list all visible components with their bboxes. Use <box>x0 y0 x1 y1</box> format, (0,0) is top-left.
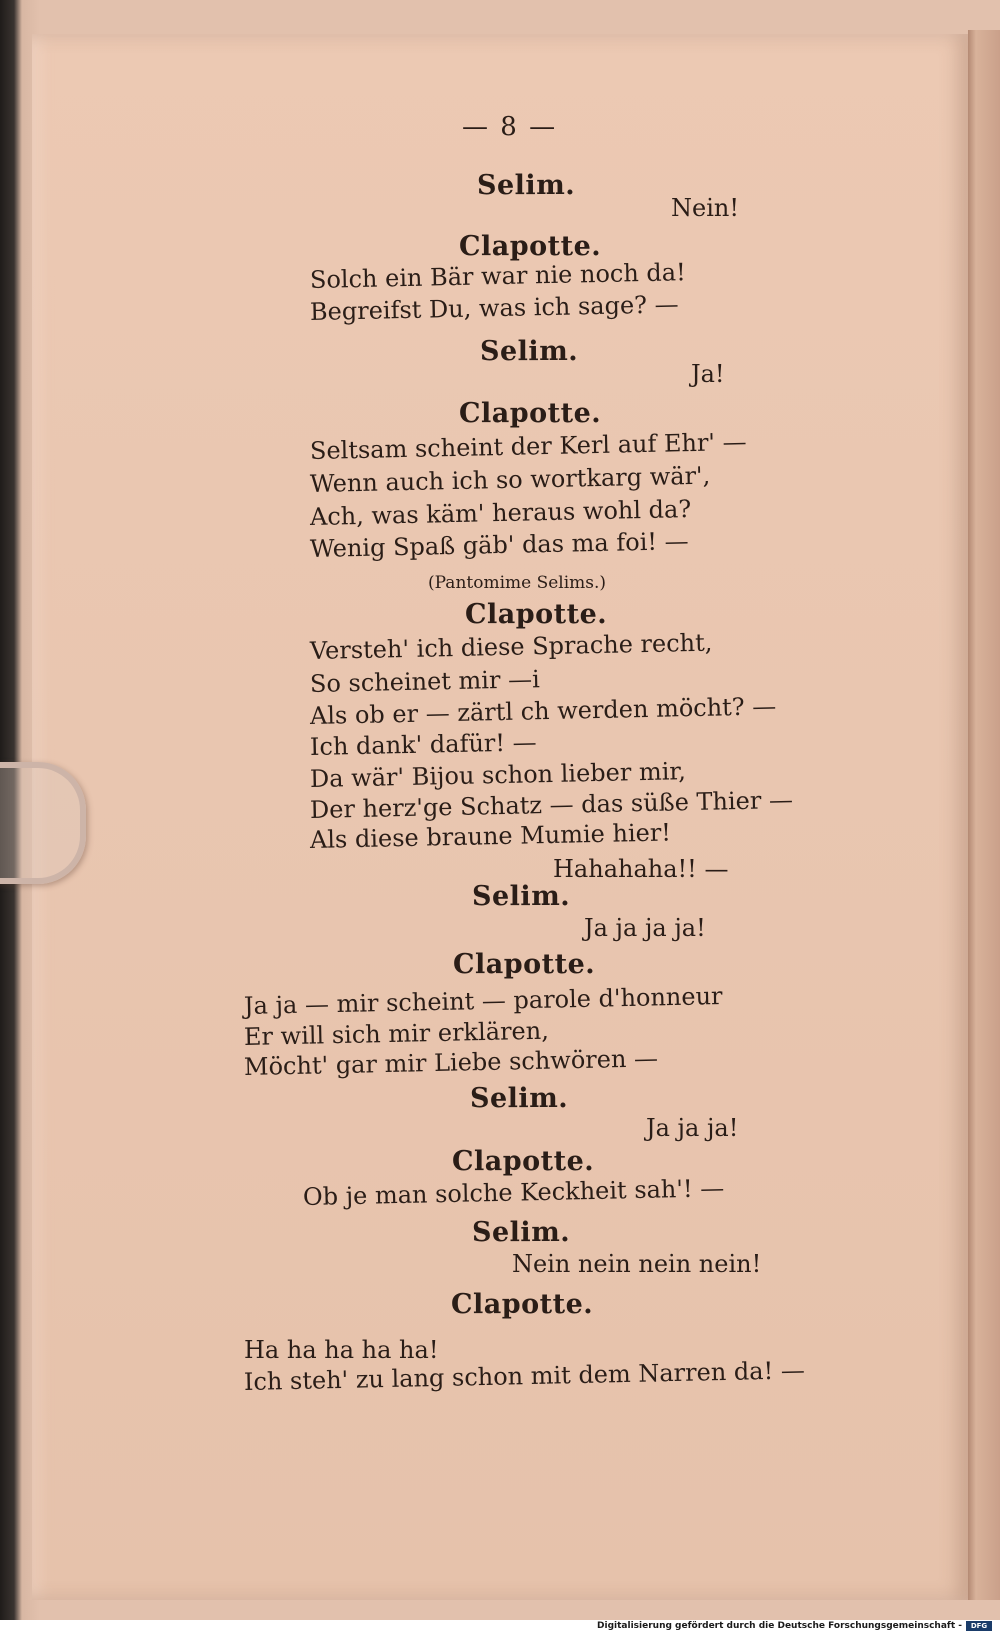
verse-line: Ich dank' dafür! — <box>309 728 537 761</box>
digitization-credit: Digitalisierung gefördert durch die Deutsche Forschungsgemeinschaft - <box>597 1621 962 1631</box>
verse-line: Nein nein nein nein! <box>512 1250 762 1278</box>
speaker-heading: Selim. <box>470 1083 569 1114</box>
stage-direction: (Pantomime Selims.) <box>428 573 607 593</box>
verse-line: So scheinet mir —i <box>309 665 541 698</box>
speaker-heading: Clapotte. <box>459 398 602 429</box>
verse-line: Versteh' ich diese Sprache recht, <box>309 628 713 665</box>
verse-line: Er will sich mir erklären, <box>243 1016 550 1051</box>
dfg-logo: DFG <box>966 1621 992 1631</box>
verse-line: Als ob er — zärtl ch werden möcht? — <box>309 692 777 730</box>
verse-line: Wenig Spaß gäb' das ma foi! — <box>309 527 689 563</box>
speaker-heading: Clapotte. <box>451 1289 594 1320</box>
page-number: — 8 — <box>462 112 558 142</box>
verse-line: Ach, was käm' heraus wohl da? <box>309 495 692 531</box>
speaker-heading: Selim. <box>477 170 576 201</box>
paper-clip <box>0 762 86 884</box>
verse-line: Ja! <box>691 360 725 388</box>
verse-line: Nein! <box>671 194 739 222</box>
verse-line: Möcht' gar mir Liebe schwören — <box>243 1044 659 1081</box>
verse-line: Begreifst Du, was ich sage? — <box>309 290 679 326</box>
next-page-edge <box>968 30 1000 1600</box>
speaker-heading: Selim. <box>472 881 571 912</box>
verse-line: Als diese braune Mumie hier! <box>309 818 672 854</box>
speaker-heading: Clapotte. <box>459 231 602 262</box>
verse-line: Ja ja ja ja! <box>584 914 706 942</box>
verse-line: Wenn auch ich so wortkarg wär', <box>309 461 711 498</box>
verse-line: Ha ha ha ha ha! <box>244 1336 439 1364</box>
speaker-heading: Clapotte. <box>465 599 608 630</box>
verse-line: Da wär' Bijou schon lieber mir, <box>309 757 687 793</box>
verse-line: Ob je man solche Keckheit sah'! — <box>302 1174 725 1211</box>
verse-line: Ja ja ja! <box>646 1114 739 1142</box>
speaker-heading: Clapotte. <box>453 949 596 980</box>
verse-line: Hahahaha!! — <box>553 855 729 883</box>
verse-line: Der herz'ge Schatz — das süße Thier — <box>309 785 794 824</box>
speaker-heading: Clapotte. <box>452 1146 595 1177</box>
verse-line: Ich steh' zu lang schon mit dem Narren da! — <box>243 1356 806 1396</box>
verse-line: Ja ja — mir scheint — parole d'honneur <box>243 981 723 1020</box>
verse-line: Seltsam scheint der Kerl auf Ehr' — <box>309 427 747 465</box>
speaker-heading: Selim. <box>480 336 579 367</box>
speaker-heading: Selim. <box>472 1217 571 1248</box>
verse-line: Solch ein Bär war nie noch da! <box>309 258 686 294</box>
